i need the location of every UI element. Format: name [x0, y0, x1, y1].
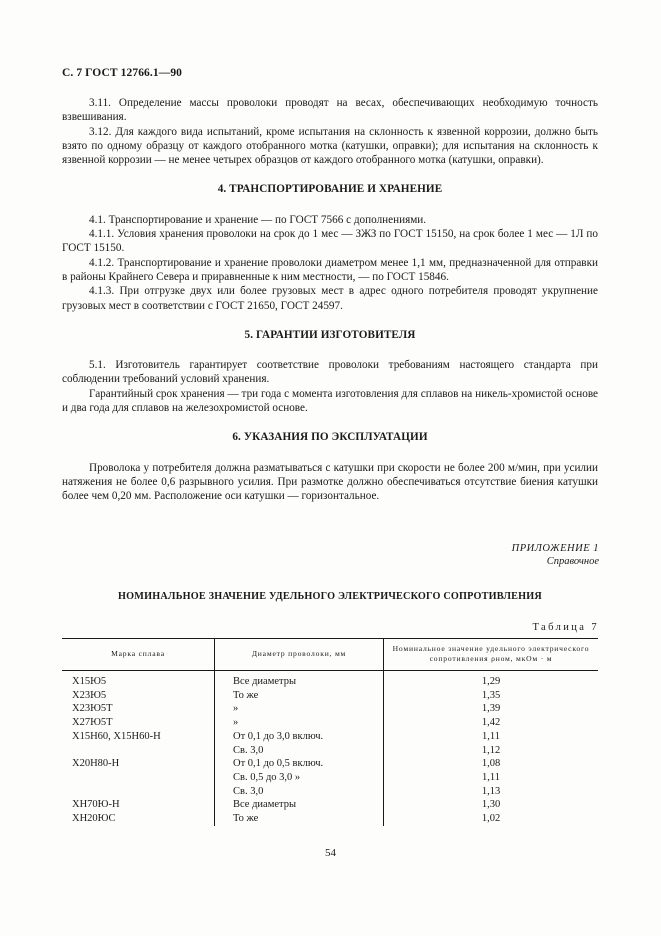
cell-resistivity: 1,35 [384, 689, 599, 703]
cell-alloy-grade: Х20Н80-Н [72, 758, 120, 770]
paragraph-operation: Проволока у потребителя должна разматываться с катушки при скорости не более 200 м/мин, при усилии натяжения не более 0,6 разрывного усилия. При размотке должно обеспечиваться отсутствие биения катушки более чем 0,20 мм. Расположение оси катушки — горизонтальное. [62, 461, 598, 503]
appendix-type: Справочное [546, 556, 599, 567]
table-row [62, 702, 598, 716]
table-row [62, 716, 598, 730]
table-row [62, 744, 598, 758]
document-body [62, 96, 598, 504]
cell-wire-diameter: От 0,1 до 3,0 включ. [215, 730, 384, 744]
table-row [62, 757, 598, 771]
cell-wire-diameter: Св. 3,0 [215, 785, 384, 799]
cell-alloy-grade: Х27Ю5Т [72, 717, 113, 729]
cell-wire-diameter: » [215, 716, 384, 730]
appendix-label [512, 542, 599, 568]
paragraph-warranty: Гарантийный срок хранения — три года с момента изготовления для сплавов на никель-хромистой основе и два года для сплавов на железохромистой основе. [62, 387, 598, 415]
cell-alloy-grade: ХН70Ю-Н [72, 799, 120, 811]
table-row [62, 730, 598, 744]
paragraph-5-1: 5.1. Изготовитель гарантирует соответствие проволоки требованиям настоящего стандарта при соблюдении требований условий хранения. [62, 359, 598, 386]
cell-resistivity: 1,30 [384, 798, 599, 812]
table-row [62, 671, 598, 689]
resistivity-table [62, 638, 598, 826]
table-row [62, 798, 598, 812]
cell-wire-diameter: Св. 3,0 [215, 744, 384, 758]
cell-alloy-grade: Х15Ю5 [72, 676, 107, 687]
paragraph-3-11: 3.11. Определение массы проволоки проводят на весах, обеспечивающих необходимую точность взвешивания. [62, 97, 598, 124]
cell-alloy-grade [62, 744, 215, 758]
cell-resistivity: 1,12 [384, 744, 599, 758]
cell-resistivity: 1,11 [384, 730, 599, 744]
cell-alloy-grade: Х23Ю5Т [72, 703, 113, 715]
cell-resistivity: 1,39 [384, 702, 599, 716]
cell-wire-diameter: Св. 0,5 до 3,0 » [215, 771, 384, 785]
table-row [62, 771, 598, 785]
header-resistivity: Номинальное значение удельного электрического сопротивления ρном, мкОм · м [384, 639, 599, 671]
cell-alloy-grade: Х15Н60, Х15Н60-Н [72, 730, 161, 742]
table-row [62, 785, 598, 799]
cell-resistivity: 1,42 [384, 716, 599, 730]
appendix-title: ПРИЛОЖЕНИЕ 1 [511, 543, 599, 554]
cell-alloy-grade: ХН20ЮС [72, 813, 116, 825]
table-title: НОМИНАЛЬНОЕ ЗНАЧЕНИЕ УДЕЛЬНОГО ЭЛЕКТРИЧЕСКОГО СОПРОТИВЛЕНИЯ [118, 591, 542, 602]
table-body [62, 671, 598, 826]
paragraph-4-1-1: 4.1.1. Условия хранения проволоки на срок до 1 мес — ЗЖЗ по ГОСТ 15150, на срок более 1 мес — 1Л по ГОСТ 15150. [62, 228, 598, 255]
table-number: Таблица 7 [532, 622, 599, 633]
paragraph-4-1-3: 4.1.3. При отгрузке двух или более грузовых мест в адрес одного потребителя проводят укрупнение грузовых мест в соответствии с ГОСТ 21650, ГОСТ 24597. [62, 285, 598, 312]
cell-wire-diameter: Все диаметры [215, 798, 384, 812]
cell-wire-diameter: То же [215, 689, 384, 703]
cell-resistivity: 1,29 [384, 671, 599, 689]
cell-resistivity: 1,11 [384, 771, 599, 785]
cell-wire-diameter: То же [215, 812, 384, 826]
page-number: 54 [325, 847, 336, 859]
section-4-title: 4. ТРАНСПОРТИРОВАНИЕ И ХРАНЕНИЕ [217, 183, 443, 196]
cell-resistivity: 1,08 [384, 757, 599, 771]
table-header-row [62, 639, 598, 671]
cell-resistivity: 1,02 [384, 812, 599, 826]
cell-alloy-grade: Х23Ю5 [72, 689, 107, 701]
cell-wire-diameter: » [215, 702, 384, 716]
cell-wire-diameter: От 0,1 до 0,5 включ. [215, 757, 384, 771]
table-row [62, 812, 598, 826]
section-6-title: 6. УКАЗАНИЯ ПО ЭКСПЛУАТАЦИИ [232, 431, 428, 444]
paragraph-3-12: 3.12. Для каждого вида испытаний, кроме испытания на склонность к язвенной коррозии, должно быть взято по одному образцу от каждого отобранного мотка (катушки, оправки); для испытания на склонность к язвенной коррозии — не менее четырех образцов от каждого отобранного мотка (катушки, оправки). [62, 125, 598, 167]
cell-wire-diameter: Все диаметры [215, 671, 384, 689]
section-5-title: 5. ГАРАНТИИ ИЗГОТОВИТЕЛЯ [244, 328, 416, 341]
cell-resistivity: 1,13 [384, 785, 599, 799]
header-wire-diameter: Диаметр проволоки, мм [215, 639, 384, 671]
paragraph-4-1: 4.1. Транспортирование и хранение — по ГОСТ 7566 с дополнениями. [89, 213, 427, 226]
cell-alloy-grade [62, 785, 215, 799]
table-row [62, 689, 598, 703]
paragraph-4-1-2: 4.1.2. Транспортирование и хранение проволоки диаметром менее 1,1 мм, предназначенной для отправки в районы Крайнего Севера и приравненные к ним местности, — по ГОСТ 15846. [62, 256, 598, 283]
cell-alloy-grade [62, 771, 215, 785]
page-header: С. 7 ГОСТ 12766.1—90 [62, 67, 183, 79]
header-alloy-grade: Марка сплава [62, 639, 215, 671]
